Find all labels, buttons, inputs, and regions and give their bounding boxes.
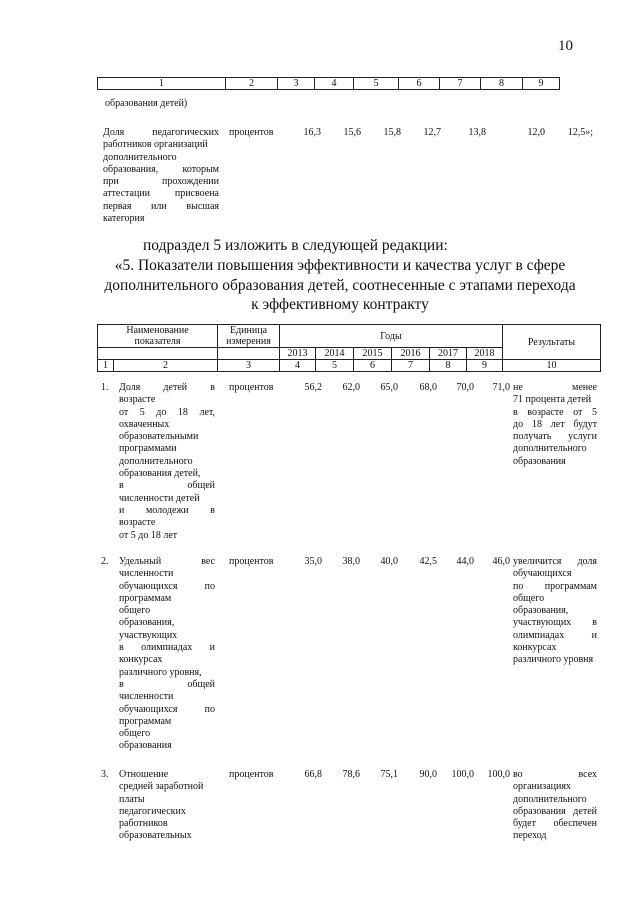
page-number: 10 [558,38,573,54]
result-line: дополнительного [513,443,587,455]
row-value: 100,0 [451,769,474,780]
result-line: конкурсах [513,642,557,654]
row-value: 78,6 [342,769,360,780]
header-name-line: показателя [134,336,181,347]
result-line: 71 процента детей [513,394,592,406]
section-title-line: «5. Показатели повышения эффективности и качества услуг в сфере [114,257,566,274]
header-name-line: Наименование [126,325,189,336]
result-line: получать услуги [513,431,597,443]
top-row-value: 15,8 [383,127,401,138]
top-col-9: 9 [523,78,560,90]
name-line: численности [119,568,174,580]
row-value: 56,2 [304,382,322,393]
name-line: при прохождении [103,176,219,188]
name-line: программам [119,715,172,727]
name-line: общего [119,728,151,740]
row-name [119,382,215,542]
name-line: возрасте [119,517,156,529]
col-number: 3 [218,360,280,372]
result-line: дополнительного [513,793,587,805]
name-line: образования, [119,617,175,629]
name-line: дополнительного [119,455,193,467]
name-line: от 5 до 18 лет, [119,406,215,418]
name-line: образования, которым [103,163,219,175]
name-line: первая или высшая [103,200,219,212]
row-value: 42,5 [419,556,437,567]
name-line: образования [119,740,172,752]
name-line: Удельный вес [119,556,215,567]
name-line: средней заработной [119,781,204,793]
top-row-unit: процентов [229,127,274,138]
result-line: организациях [513,781,571,793]
result-line: будет обеспечен [513,818,597,830]
header-results: Результаты [503,325,601,360]
name-line: в общей [119,678,215,690]
result-line: олимпиадах и [513,629,597,641]
row-unit: процентов [229,382,274,393]
name-line: и молодежи в [119,504,215,516]
top-col-5: 5 [354,78,399,90]
main-table-header [97,324,601,372]
row-number: 3. [101,769,109,780]
top-col-1: 1 [98,78,226,90]
name-line: в олимпиадах и [119,642,215,654]
top-col-4: 4 [315,78,354,90]
section-title [90,256,590,315]
result-line: образования, [513,605,569,617]
name-line: дополнительного [103,151,177,163]
row-value: 90,0 [419,769,437,780]
continuation-text: образования детей) [105,98,188,109]
top-row-value: 16,3 [303,127,321,138]
row-number: 1. [101,382,109,393]
row-value: 35,0 [304,556,322,567]
top-table-header [97,77,560,90]
name-line: Доля педагогических [103,127,219,138]
header-name-cell [98,325,218,348]
header-unit-cell [218,325,280,348]
result-line: участвующих в [513,617,597,629]
name-line: категория [103,213,145,225]
name-line: работников [119,818,168,830]
year-cell: 2014 [316,348,354,360]
row-value: 62,0 [342,382,360,393]
col-number: 7 [392,360,430,372]
name-line: в общей [119,480,215,492]
year-cell: 2013 [280,348,316,360]
row-value: 38,0 [342,556,360,567]
row-result [513,382,597,468]
name-line: программам [119,592,172,604]
row-unit: процентов [229,556,274,567]
name-line: численности [119,691,174,703]
row-name [119,769,215,843]
name-line: различного уровня, [119,666,202,678]
result-line: во всех [513,769,597,780]
result-line: общего [513,592,545,604]
result-line: различного уровня [513,654,594,666]
name-line: возрасте [119,394,156,406]
name-line: участвующих [119,629,178,641]
row-value: 46,0 [492,556,510,567]
row-name [119,556,215,753]
header-unit-line: измерения [226,336,271,347]
result-line: не менее [513,382,597,393]
row-value: 71,0 [492,382,510,393]
name-line: обучающихся по [119,580,215,592]
name-line: Отношение [119,769,169,780]
name-line: образовательных [119,830,192,842]
name-line: общего [119,605,151,617]
result-line: до 18 лет будут [513,418,597,430]
year-cell: 2015 [354,348,392,360]
name-line: аттестации присвоена [103,188,219,200]
year-cell: 2017 [430,348,467,360]
result-line: образования [513,455,566,467]
top-col-6: 6 [399,78,440,90]
name-line: педагогических [119,805,186,817]
name-line: образования детей, [119,468,201,480]
col-number: 10 [503,360,601,372]
result-line: переход [513,830,547,842]
top-row-value: 12,5»; [567,127,593,138]
col-number: 6 [354,360,392,372]
row-result [513,556,597,667]
header-spacer [98,348,218,360]
section-title-line: дополнительного образования детей, соотнесенные с этапами перехода [104,276,576,294]
name-line: платы [119,793,145,805]
top-row-name [103,127,219,225]
result-line: по программам [513,580,597,592]
row-value: 68,0 [419,382,437,393]
name-line: численности детей [119,492,200,504]
name-line: программами [119,443,177,455]
result-line: обучающихся [513,568,572,580]
top-row-value: 15,6 [343,127,361,138]
col-number: 9 [467,360,503,372]
name-line: работников организаций [103,139,208,151]
top-row-value: 12,7 [423,127,441,138]
result-line: увеличится доля [513,556,597,567]
row-result [513,769,597,843]
top-col-2: 2 [226,78,278,90]
col-number: 4 [280,360,316,372]
col-number: 2 [114,360,218,372]
name-line: обучающихся по [119,703,215,715]
year-cell: 2018 [467,348,503,360]
row-value: 44,0 [456,556,474,567]
name-line: конкурсах [119,654,163,666]
row-number: 2. [101,556,109,567]
top-col-7: 7 [440,78,481,90]
name-line: охваченных [119,418,170,430]
header-years: Годы [280,325,503,348]
col-number: 5 [316,360,354,372]
header-unit-line: Единица [229,325,268,336]
row-value: 100,0 [487,769,510,780]
row-value: 70,0 [456,382,474,393]
row-value: 65,0 [380,382,398,393]
col-number: 8 [430,360,467,372]
top-col-8: 8 [481,78,523,90]
name-line: образовательными [119,431,199,443]
top-col-3: 3 [278,78,315,90]
col-number: 1 [98,360,114,372]
row-value: 66,8 [304,769,322,780]
top-row-value: 12,0 [527,127,545,138]
name-line: Доля детей в [119,382,215,393]
row-value: 75,1 [380,769,398,780]
result-line: в возрасте от 5 [513,406,597,418]
result-line: образования детей [513,805,597,817]
header-spacer [218,348,280,360]
year-cell: 2016 [392,348,430,360]
row-unit: процентов [229,769,274,780]
name-line: от 5 до 18 лет [119,529,178,541]
row-value: 40,0 [380,556,398,567]
instruction-text: подраздел 5 изложить в следующей редакции: [143,237,448,254]
top-row-value: 13,8 [468,127,486,138]
section-title-line: к эффективному контракту [251,296,429,313]
